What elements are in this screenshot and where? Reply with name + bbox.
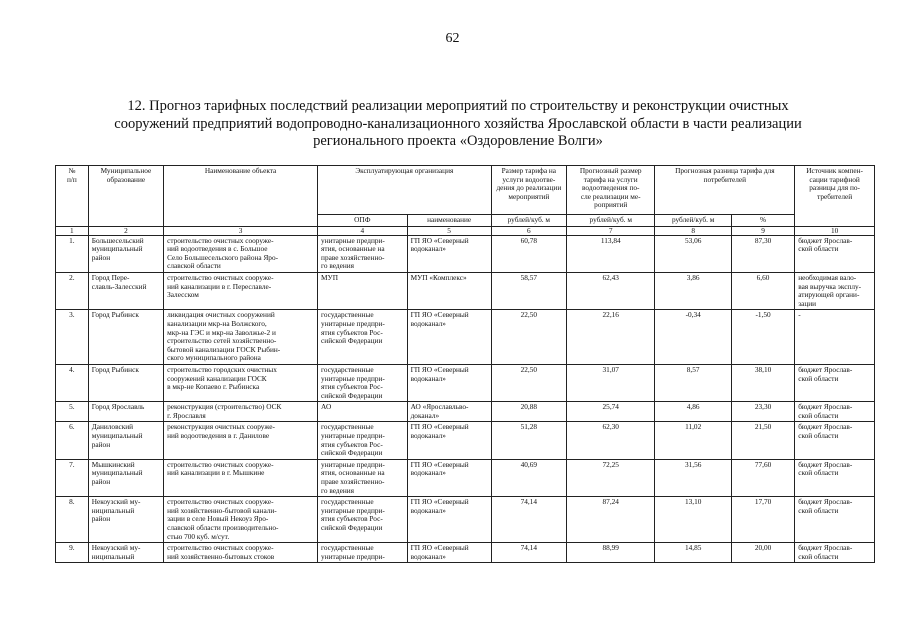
- cell-difference: 3,86: [655, 272, 731, 309]
- cell-municipality: [88, 422, 163, 459]
- cell-opf: [318, 310, 408, 365]
- cell-org: [407, 272, 491, 309]
- column-index: 6: [491, 226, 566, 235]
- cell-org: [407, 459, 491, 496]
- header-text: тарифа на услуги: [583, 174, 638, 184]
- cell-municipality-line: славль-Залесский: [91, 281, 147, 291]
- cell-org: [407, 543, 491, 563]
- cell-org-line: АО «Ярославльво-: [410, 402, 469, 412]
- header-source: [795, 166, 875, 227]
- cell-opf-line: государственные: [321, 422, 374, 432]
- cell-opf: [318, 402, 408, 422]
- cell-num: 6.: [56, 422, 89, 459]
- header-text: Эксплуатирующая организация: [355, 166, 454, 175]
- section-heading: [78, 98, 838, 151]
- header-text: потребителей: [703, 174, 747, 184]
- cell-object-line: канализации мкр-на Волжского,: [167, 318, 267, 328]
- header-opf: ОПФ: [318, 215, 408, 227]
- cell-percent: 38,10: [731, 364, 794, 401]
- cell-object-line: ний канализации в г. Переславле-: [167, 281, 272, 291]
- cell-percent: 87,30: [731, 235, 794, 272]
- cell-opf-line: сийской Федерации: [321, 523, 383, 532]
- header-tariff-before: [491, 166, 566, 215]
- table-header: [56, 166, 875, 227]
- cell-municipality-line: район: [91, 514, 111, 524]
- cell-source: [795, 422, 875, 459]
- cell-municipality: [88, 459, 163, 496]
- column-index: 10: [795, 226, 875, 235]
- tariff-table: [55, 165, 875, 563]
- header-unit-after: рублей/куб. м: [567, 215, 655, 227]
- cell-object-line: Залесском: [167, 290, 199, 300]
- cell-municipality: [88, 310, 163, 365]
- cell-object-line: ний канализации в г. Мышкине: [167, 468, 265, 478]
- cell-opf-line: унитарные предпри-: [321, 235, 385, 245]
- cell-municipality-line: Город Ярославль: [91, 402, 145, 412]
- cell-municipality-line: район: [91, 252, 111, 262]
- header-unit-before: рублей/куб. м: [491, 215, 566, 227]
- cell-source: [795, 543, 875, 563]
- header-num: [56, 166, 89, 227]
- column-index: 3: [164, 226, 318, 235]
- cell-num: 2.: [56, 272, 89, 309]
- cell-tariff-before: 22,50: [491, 364, 566, 401]
- tariff-table-wrapper: [55, 165, 875, 640]
- column-index: 4: [318, 226, 408, 235]
- cell-difference: 4,86: [655, 402, 731, 422]
- cell-tariff-after: 87,24: [567, 497, 655, 543]
- table-row: [56, 402, 875, 422]
- page-number: 62: [445, 31, 460, 46]
- cell-org-line: водоканал»: [410, 468, 446, 478]
- cell-opf: [318, 497, 408, 543]
- column-index: 2: [88, 226, 163, 235]
- cell-municipality-line: Даниловский: [91, 422, 134, 432]
- cell-source: [795, 402, 875, 422]
- header-text: Муниципальное: [100, 166, 152, 175]
- cell-source-line: -: [798, 310, 801, 320]
- cell-object: [164, 459, 318, 496]
- cell-org: [407, 497, 491, 543]
- cell-opf-line: праве хозяйственно-: [321, 477, 385, 487]
- cell-source-line: бюджет Ярослав-: [798, 543, 853, 553]
- cell-source-line: ской области: [798, 373, 839, 383]
- cell-municipality: [88, 402, 163, 422]
- cell-num: 4.: [56, 364, 89, 401]
- cell-percent: 20,00: [731, 543, 794, 563]
- cell-object-line: мкр-на ГЭС и мкр-на Заволжье-2 и: [167, 327, 276, 337]
- header-text: требителей: [817, 191, 853, 201]
- column-index: 7: [567, 226, 655, 235]
- cell-municipality: [88, 497, 163, 543]
- cell-tariff-before: 51,28: [491, 422, 566, 459]
- cell-object-line: бытовой канализации ГОСК Рыбин-: [167, 344, 281, 354]
- header-text: сации тарифной: [809, 174, 860, 184]
- cell-object: [164, 364, 318, 401]
- cell-opf: [318, 364, 408, 401]
- header-text: роприятий: [594, 200, 628, 210]
- header-text: Наименование объекта: [204, 166, 277, 175]
- cell-object-line: стью 700 куб. м/сут.: [167, 531, 230, 541]
- cell-org-line: доканал»: [410, 410, 440, 420]
- cell-municipality: [88, 272, 163, 309]
- cell-num: 9.: [56, 543, 89, 563]
- cell-source-line: бюджет Ярослав-: [798, 402, 853, 412]
- cell-opf-line: МУП: [321, 272, 338, 282]
- cell-tariff-after: 113,84: [567, 235, 655, 272]
- cell-opf-line: унитарные предпри-: [321, 373, 385, 383]
- cell-source: [795, 364, 875, 401]
- cell-org: [407, 422, 491, 459]
- cell-municipality: [88, 543, 163, 563]
- cell-org-line: ГП ЯО «Северный: [410, 235, 469, 245]
- header-unit-pct: %: [731, 215, 794, 227]
- cell-difference: 11,02: [655, 422, 731, 459]
- header-unit-rub: рублей/куб. м: [655, 215, 731, 227]
- cell-tariff-before: 40,69: [491, 459, 566, 496]
- cell-num: 7.: [56, 459, 89, 496]
- cell-num: 8.: [56, 497, 89, 543]
- cell-opf: [318, 459, 408, 496]
- cell-object: [164, 543, 318, 563]
- cell-org-line: ГП ЯО «Северный: [410, 497, 469, 507]
- column-index: 5: [407, 226, 491, 235]
- cell-tariff-after: 88,99: [567, 543, 655, 563]
- cell-org-line: ГП ЯО «Северный: [410, 543, 469, 553]
- cell-object-line: ний хозяйственно-бытовой канали-: [167, 505, 277, 515]
- cell-object-line: г. Ярославля: [167, 410, 206, 420]
- cell-tariff-before: 22,50: [491, 310, 566, 365]
- table-row: [56, 422, 875, 459]
- cell-source-line: бюджет Ярослав-: [798, 497, 853, 507]
- column-index-row: [56, 226, 875, 235]
- cell-org-line: МУП «Комплекс»: [410, 272, 467, 282]
- cell-opf: [318, 422, 408, 459]
- cell-object-line: строительство очистных сооруже-: [167, 459, 274, 469]
- header-row: [56, 166, 875, 215]
- cell-object: [164, 235, 318, 272]
- header-text: Прогнозная разница тарифа для: [675, 166, 775, 175]
- cell-object: [164, 272, 318, 309]
- cell-opf-line: ятия субъектов Рос-: [321, 382, 383, 392]
- cell-source-line: ской области: [798, 410, 839, 420]
- table-body: [56, 226, 875, 563]
- cell-municipality-line: Большесельский: [91, 235, 144, 245]
- cell-org: [407, 402, 491, 422]
- cell-source: [795, 310, 875, 365]
- header-object: [164, 166, 318, 227]
- table-row: [56, 497, 875, 543]
- header-text: дения до реализации: [496, 183, 562, 193]
- table-row: [56, 543, 875, 563]
- cell-source: [795, 459, 875, 496]
- header-text: Размер тарифа на: [501, 166, 557, 175]
- cell-opf-line: ятия субъектов Рос-: [321, 514, 383, 524]
- cell-source-line: бюджет Ярослав-: [798, 459, 853, 469]
- cell-tariff-after: 31,07: [567, 364, 655, 401]
- cell-object-line: строительство очистных сооруже-: [167, 497, 274, 507]
- cell-opf: [318, 543, 408, 563]
- cell-source-line: бюджет Ярослав-: [798, 235, 853, 245]
- column-index: 1: [56, 226, 89, 235]
- cell-object-line: Село Большесельского района Яро-: [167, 252, 279, 262]
- cell-object: [164, 402, 318, 422]
- cell-municipality-line: Город Рыбинск: [91, 310, 139, 320]
- cell-opf-line: ятия, основанные на: [321, 468, 385, 478]
- cell-percent: 23,30: [731, 402, 794, 422]
- cell-org-line: ГП ЯО «Северный: [410, 310, 469, 320]
- cell-org-line: ГП ЯО «Северный: [410, 422, 469, 432]
- column-index: 8: [655, 226, 731, 235]
- cell-org-line: водоканал»: [410, 551, 446, 561]
- cell-org: [407, 310, 491, 365]
- cell-municipality: [88, 235, 163, 272]
- cell-opf-line: государственные: [321, 543, 374, 553]
- cell-opf-line: унитарные предпри-: [321, 318, 385, 328]
- cell-object-line: строительство очистных сооруже-: [167, 235, 274, 245]
- cell-object-line: сооружений канализации ГОСК: [167, 373, 267, 383]
- header-text: сле реализации ме-: [580, 191, 641, 201]
- cell-object-line: ний водоотведения в с. Большое: [167, 244, 268, 254]
- cell-opf-line: АО: [321, 402, 332, 412]
- cell-object-line: ликвидация очистных сооружений: [167, 310, 275, 320]
- header-operator: [318, 166, 492, 215]
- cell-source-line: ской области: [798, 244, 839, 254]
- cell-object-line: строительство городских очистных: [167, 364, 277, 374]
- cell-source-line: ской области: [798, 431, 839, 441]
- cell-tariff-before: 74,14: [491, 497, 566, 543]
- cell-percent: 21,50: [731, 422, 794, 459]
- cell-municipality-line: Некоузский му-: [91, 543, 141, 553]
- cell-opf-line: государственные: [321, 364, 374, 374]
- cell-source-line: ской области: [798, 505, 839, 515]
- cell-object-line: строительство очистных сооруже-: [167, 272, 274, 282]
- heading-line: регионального проекта «Оздоровление Волги»: [313, 133, 603, 149]
- table-row: [56, 364, 875, 401]
- table-row: [56, 272, 875, 309]
- cell-opf-line: ятия субъектов Рос-: [321, 439, 383, 449]
- header-difference: [655, 166, 795, 215]
- header-text: мероприятий: [508, 191, 550, 201]
- header-text: Прогнозный размер: [579, 166, 642, 175]
- cell-opf-line: государственные: [321, 497, 374, 507]
- cell-object: [164, 310, 318, 365]
- table-row: [56, 235, 875, 272]
- cell-org: [407, 364, 491, 401]
- cell-municipality-line: муниципальный: [91, 431, 143, 441]
- cell-opf-line: ятия, основанные на: [321, 244, 385, 254]
- cell-tariff-after: 62,43: [567, 272, 655, 309]
- heading-line: 12. Прогноз тарифных последствий реализации мероприятий по строительству и реконструкции очистных: [127, 98, 789, 114]
- cell-tariff-after: 72,25: [567, 459, 655, 496]
- cell-municipality-line: ниципальный: [91, 505, 135, 515]
- header-text: образование: [106, 174, 146, 184]
- cell-object-line: в мкр-не Копаево г. Рыбинска: [167, 382, 260, 392]
- cell-opf-line: унитарные предпри-: [321, 505, 385, 515]
- cell-opf-line: го ведения: [321, 261, 354, 271]
- cell-difference: -0,34: [655, 310, 731, 365]
- cell-percent: 77,60: [731, 459, 794, 496]
- cell-object: [164, 422, 318, 459]
- cell-opf-line: унитарные предпри-: [321, 431, 385, 441]
- cell-municipality: [88, 364, 163, 401]
- cell-source-line: бюджет Ярослав-: [798, 422, 853, 432]
- cell-opf-line: государственные: [321, 310, 374, 320]
- cell-opf-line: сийской Федерации: [321, 448, 383, 458]
- cell-org-line: водоканал»: [410, 244, 446, 254]
- table-row: [56, 459, 875, 496]
- cell-org: [407, 235, 491, 272]
- header-text: водоотведения по-: [582, 183, 640, 193]
- cell-source-line: ской области: [798, 551, 839, 561]
- cell-percent: -1,50: [731, 310, 794, 365]
- cell-percent: 17,70: [731, 497, 794, 543]
- cell-tariff-before: 20,88: [491, 402, 566, 422]
- cell-difference: 8,57: [655, 364, 731, 401]
- header-text: услуги водоотве-: [502, 174, 556, 184]
- header-tariff-after: [567, 166, 655, 215]
- cell-municipality-line: Город Пере-: [91, 272, 130, 282]
- cell-source-line: атирующей органи-: [798, 290, 860, 300]
- cell-tariff-before: 58,57: [491, 272, 566, 309]
- cell-num: 5.: [56, 402, 89, 422]
- cell-object-line: реконструкция очистных сооруже-: [167, 422, 275, 432]
- cell-object-line: славской области: [167, 261, 221, 271]
- cell-num: 3.: [56, 310, 89, 365]
- cell-municipality-line: ниципальный: [91, 551, 135, 561]
- header-text: Источник компен-: [806, 166, 863, 175]
- cell-object-line: славской области производительно-: [167, 523, 279, 532]
- cell-municipality-line: район: [91, 477, 111, 487]
- cell-tariff-after: 22,16: [567, 310, 655, 365]
- cell-object-line: строительство сетей хозяйственно-: [167, 336, 277, 346]
- cell-object-line: строительство очистных сооруже-: [167, 543, 274, 553]
- cell-municipality-line: район: [91, 439, 111, 449]
- cell-object-line: ского муниципального района: [167, 353, 261, 363]
- cell-tariff-before: 60,78: [491, 235, 566, 272]
- cell-object-line: зации в селе Новый Некоуз Яро-: [167, 514, 269, 524]
- header-name: наименование: [407, 215, 491, 227]
- cell-tariff-after: 25,74: [567, 402, 655, 422]
- cell-org-line: водоканал»: [410, 505, 446, 515]
- cell-source: [795, 272, 875, 309]
- cell-opf: [318, 235, 408, 272]
- cell-opf-line: го ведения: [321, 485, 354, 495]
- cell-org-line: ГП ЯО «Северный: [410, 364, 469, 374]
- cell-difference: 53,06: [655, 235, 731, 272]
- cell-difference: 13,10: [655, 497, 731, 543]
- cell-org-line: ГП ЯО «Северный: [410, 459, 469, 469]
- header-text: разницы для по-: [809, 183, 860, 193]
- cell-source-line: зации: [798, 298, 817, 308]
- cell-source: [795, 235, 875, 272]
- cell-opf-line: сийской Федерации: [321, 336, 383, 346]
- cell-difference: 14,85: [655, 543, 731, 563]
- cell-opf: [318, 272, 408, 309]
- cell-tariff-after: 62,30: [567, 422, 655, 459]
- cell-object-line: ний хозяйственно-бытовых стоков: [167, 551, 275, 561]
- column-index: 9: [731, 226, 794, 235]
- cell-municipality-line: Некоузский му-: [91, 497, 141, 507]
- heading-line: сооружений предприятий водопроводно-канализационного хозяйства Ярославской области в части реализации: [114, 115, 802, 132]
- cell-org-line: водоканал»: [410, 373, 446, 383]
- cell-source-line: бюджет Ярослав-: [798, 364, 853, 374]
- cell-object-line: ний водоотведения в г. Данилове: [167, 431, 270, 441]
- cell-tariff-before: 74,14: [491, 543, 566, 563]
- cell-opf-line: унитарные предпри-: [321, 459, 385, 469]
- cell-opf-line: ятия субъектов Рос-: [321, 327, 383, 337]
- header-text: №: [68, 166, 76, 175]
- cell-municipality-line: муниципальный: [91, 244, 143, 254]
- cell-municipality-line: муниципальный: [91, 468, 143, 478]
- cell-org-line: водоканал»: [410, 431, 446, 441]
- cell-object-line: реконструкция (строительство) ОСК: [167, 402, 282, 412]
- cell-difference: 31,56: [655, 459, 731, 496]
- table-row: [56, 310, 875, 365]
- cell-opf-line: сийской Федерации: [321, 390, 383, 400]
- cell-source: [795, 497, 875, 543]
- cell-opf-line: унитарные предпри-: [321, 551, 385, 561]
- cell-municipality-line: Мышкинский: [91, 459, 135, 469]
- cell-municipality-line: Город Рыбинск: [91, 364, 139, 374]
- cell-object: [164, 497, 318, 543]
- cell-percent: 6,60: [731, 272, 794, 309]
- cell-opf-line: праве хозяйственно-: [321, 252, 385, 262]
- cell-source-line: необходимая вало-: [798, 272, 857, 282]
- cell-org-line: водоканал»: [410, 318, 446, 328]
- cell-num: 1.: [56, 235, 89, 272]
- cell-source-line: ской области: [798, 468, 839, 478]
- header-text: п/п: [66, 174, 77, 184]
- cell-source-line: вая выручка эксплу-: [798, 281, 862, 291]
- header-municipality: [88, 166, 163, 227]
